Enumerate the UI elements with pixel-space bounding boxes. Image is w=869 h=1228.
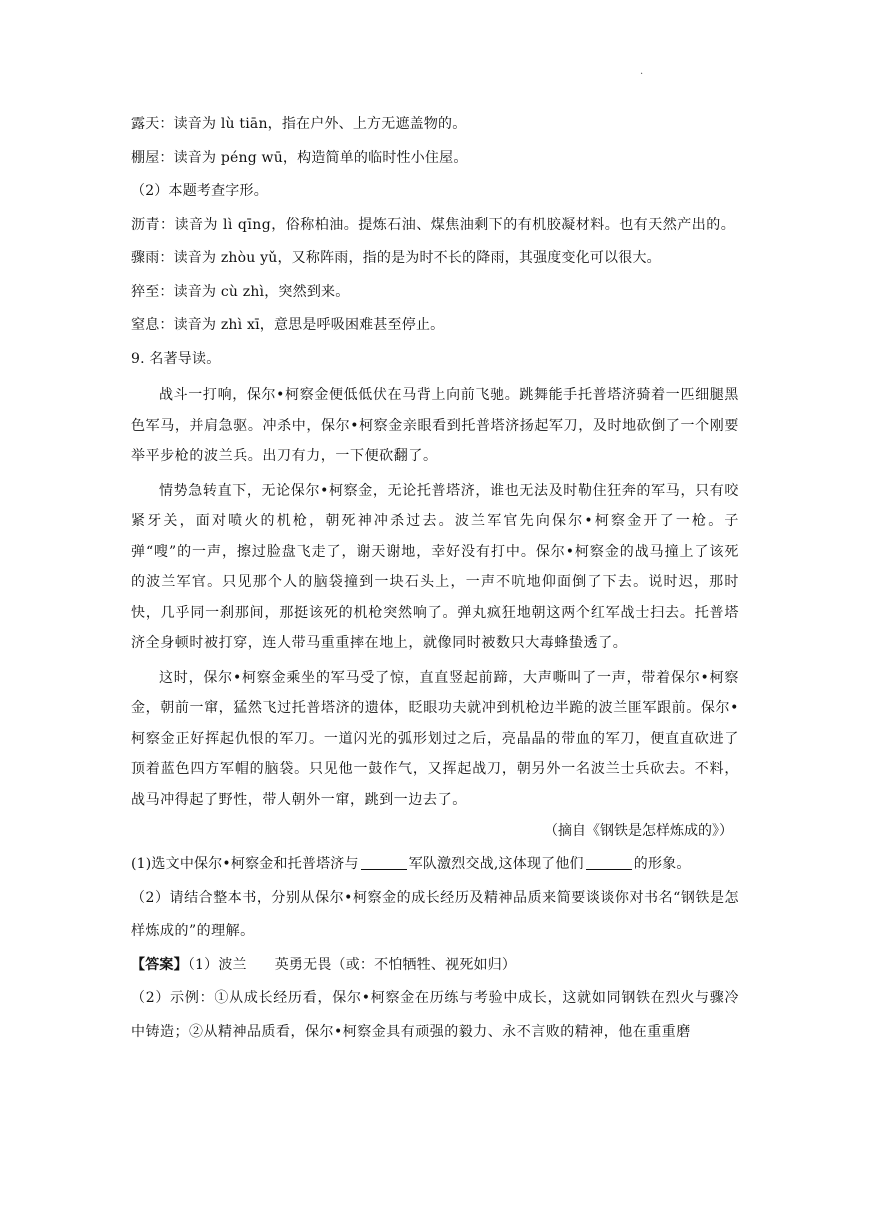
question-9-1-part-b: 军队激烈交战,这体现了他们 xyxy=(408,856,584,872)
document-content xyxy=(131,108,739,1049)
answer-blank-2[interactable] xyxy=(586,855,632,870)
definition-liqing: 沥青：读音为 lì qīng，俗称柏油。提炼石油、煤焦油剩下的有机胶凝材料。也有天然产出的。 xyxy=(131,216,736,233)
definition-zhouyu: 骤雨：读音为 zhòu yǔ，又称阵雨，指的是为时不长的降雨，其强度变化可以很大。 xyxy=(131,250,661,266)
question-9-1 xyxy=(131,848,739,882)
question-9-title: 9. 名著导读。 xyxy=(131,350,221,367)
answer-blank-1[interactable] xyxy=(361,855,407,870)
definition-lutian: 露天：读音为 lù tiān，指在户外、上方无遮盖物的。 xyxy=(131,116,467,132)
answer-part-2: （2）示例：①从成长经历看，保尔•柯察金在历练与考验中成长，这就如同钢铁在烈火与骤冷中铸造；②从精神品质看，保尔•柯察金具有顽强的毅力、永不言败的精神，他在重重磨 xyxy=(131,990,739,1040)
definition-pengwu: 棚屋：读音为 péng wū，构造简单的临时性小住屋。 xyxy=(131,149,468,166)
passage-source: （摘自《钢铁是怎样炼成的》） xyxy=(544,823,733,839)
question-9-1-part-a: (1)选文中保尔•柯察金和托普塔济与 xyxy=(131,856,359,872)
question-9-2: （2）请结合整本书，分别从保尔•柯察金的成长经历及精神品质来简要谈谈你对书名“钢铁是怎样炼成的”的理解。 xyxy=(131,889,739,939)
passage-paragraph-3: 这时，保尔•柯察金乘坐的军马受了惊，直直竖起前蹄，大声嘶叫了一声，带着保尔•柯察金，朝前一窜，猛然飞过托普塔济的遗体，眨眼功夫就冲到机枪边半跪的波兰匪军跟前。保尔•柯察金正好挥起仇恨的军刀。一道闪光的弧形划过之后，亮晶晶的带血的军刀，便直直砍进了顶着蓝色四方军帽的脑袋。只见他一鼓作气，又挥起战刀，朝另外一名波兰士兵砍去。不料，战马冲得起了野性，带人朝外一窜，跳到一边去了。 xyxy=(131,669,739,808)
definition-zhixi: 窒息：读音为 zhì xī，意思是呼吸困难甚至停止。 xyxy=(131,317,445,333)
answer-part-1-rest: 英勇无畏（或：不怕牺牲、视死如归） xyxy=(274,956,517,973)
answer-label: 【答案】 xyxy=(131,956,188,973)
answer-part-1-num: （1）波兰 xyxy=(187,956,247,973)
definition-cuzhi: 猝至：读音为 cù zhì，突然到来。 xyxy=(131,283,350,300)
passage-paragraph-1: 战斗一打响，保尔•柯察金便低低伏在马背上向前飞驰。跳舞能手托普塔济骑着一匹细腿黑色军马，并肩急驱。冲杀中，保尔•柯察金亲眼看到托普塔济扬起军刀，及时地砍倒了一个刚要举平步枪的波兰兵。出刀有力，一下便砍翻了。 xyxy=(131,387,739,464)
page-marker: . xyxy=(640,66,644,77)
passage-paragraph-2: 情势急转直下，无论保尔•柯察金，无论托普塔济，谁也无法及时勒住狂奔的军马，只有咬紧牙关，面对喷火的机枪，朝死神冲杀过去。波兰军官先向保尔•柯察金开了一枪。子弹“嗖”的一声，擦过脸盘飞走了，谢天谢地，幸好没有打中。保尔•柯察金的战马撞上了该死的波兰军官。只见那个人的脑袋撞到一块石头上，一声不吭地仰面倒了下去。说时迟，那时快，几乎同一刹那间，那挺该死的机枪突然响了。弹丸疯狂地朝这两个红军战士扫去。托普塔济全身顿时被打穿，连人带马重重摔在地上，就像同时被数只大毒蜂蛰透了。 xyxy=(131,482,739,651)
question-9-1-part-c: 的形象。 xyxy=(633,856,691,872)
answer-line xyxy=(131,949,739,983)
q2-heading: （2）本题考查字形。 xyxy=(131,183,268,199)
